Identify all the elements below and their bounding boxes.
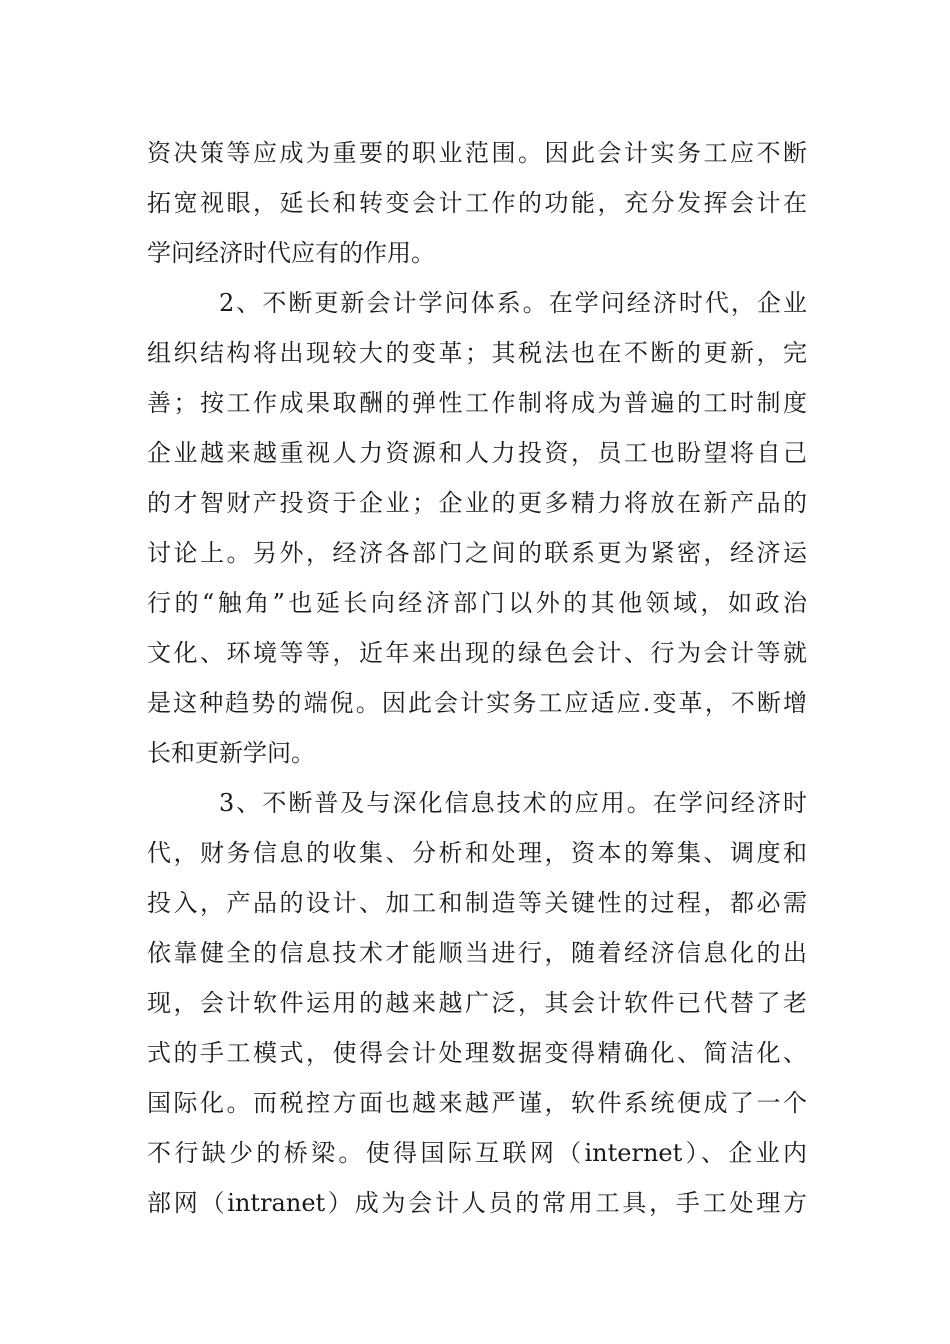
text-line: 善；按工作成果取酬的弹性工作制将成为普遍的工时制度 xyxy=(147,389,807,417)
text-line: 资决策等应成为重要的职业范围。因此会计实务工应不断 xyxy=(147,139,807,167)
text-line: 文化、环境等等，近年来出现的绿色会计、行为会计等就 xyxy=(147,639,807,667)
text-line: 依靠健全的信息技术才能顺当进行，随着经济信息化的出 xyxy=(147,939,807,967)
text-line: 部网（intranet）成为会计人员的常用工具，手工处理方 xyxy=(147,1189,807,1217)
text-line: 代，财务信息的收集、分析和处理，资本的筹集、调度和 xyxy=(147,839,807,867)
text-line: 拓宽视眼，延长和转变会计工作的功能，充分发挥会计在 xyxy=(147,189,807,217)
text-line: 讨论上。另外，经济各部门之间的联系更为紧密，经济运 xyxy=(147,539,807,567)
text-line: 行的“触角”也延长向经济部门以外的其他领域，如政治 xyxy=(147,589,807,617)
text-line: 组织结构将出现较大的变革；其税法也在不断的更新，完 xyxy=(147,339,807,367)
text-line: 式的手工模式，使得会计处理数据变得精确化、简洁化、 xyxy=(147,1039,807,1067)
text-line: 是这种趋势的端倪。因此会计实务工应适应.变革，不断增 xyxy=(147,689,807,717)
text-line: 的才智财产投资于企业；企业的更多精力将放在新产品的 xyxy=(147,489,807,517)
text-line: 国际化。而税控方面也越来越严谨，软件系统便成了一个 xyxy=(147,1089,807,1117)
text-line: 现，会计软件运用的越来越广泛，其会计软件已代替了老 xyxy=(147,989,807,1017)
text-line: 长和更新学问。 xyxy=(147,739,315,767)
text-line: 学问经济时代应有的作用。 xyxy=(147,239,435,267)
paragraph-2-first-line: 2、不断更新会计学问体系。在学问经济时代，企业 xyxy=(219,289,807,317)
text-line: 企业越来越重视人力资源和人力投资，员工也盼望将自己 xyxy=(147,439,807,467)
paragraph-3-first-line: 3、不断普及与深化信息技术的应用。在学问经济时 xyxy=(219,789,807,817)
text-line: 不行缺少的桥梁。使得国际互联网（internet）、企业内 xyxy=(147,1139,807,1167)
body-text xyxy=(147,128,807,1228)
text-line: 投入，产品的设计、加工和制造等关键性的过程，都必需 xyxy=(147,889,807,917)
